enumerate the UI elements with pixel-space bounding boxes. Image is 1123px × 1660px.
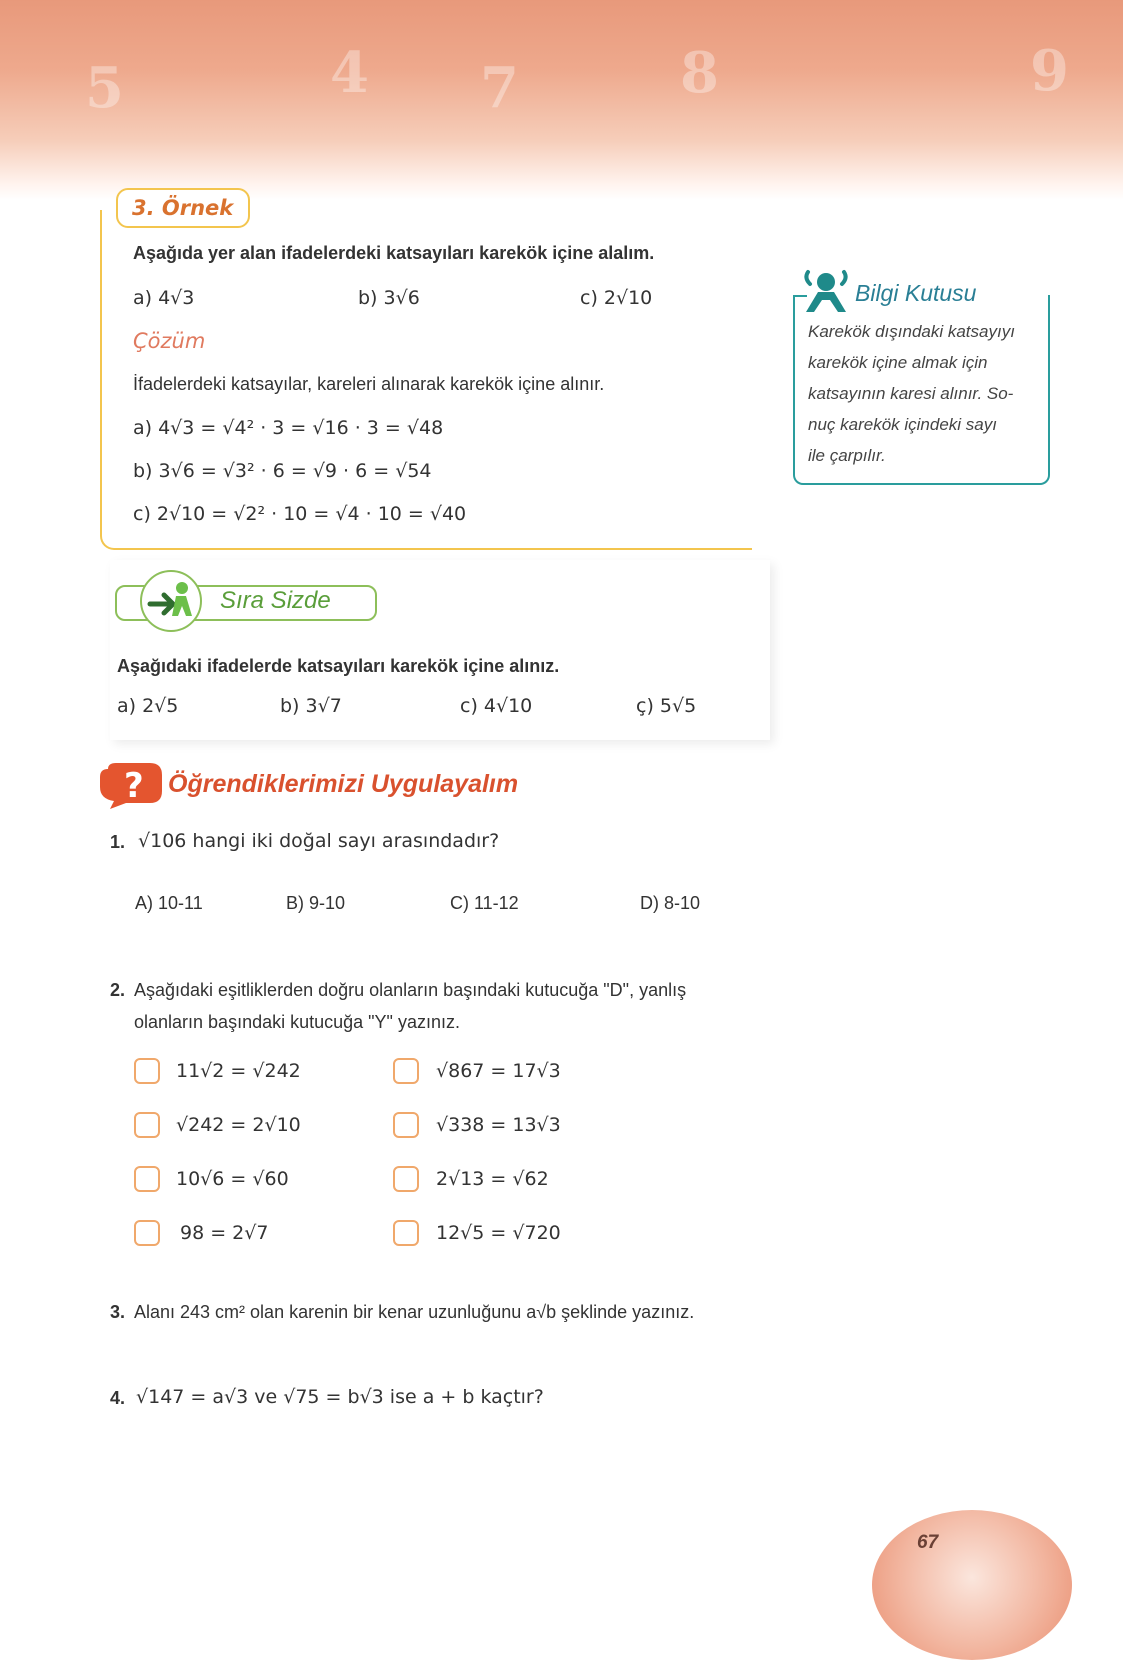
q4-number: 4. <box>110 1388 126 1408</box>
your-turn-item-cc: ç) 5√5 <box>636 695 697 717</box>
example-item-a: a) 4√3 <box>133 287 195 309</box>
info-line: karekök içine almak için <box>808 353 988 372</box>
your-turn-badge <box>140 570 202 632</box>
info-line: nuç karekök içindeki sayı <box>808 415 997 434</box>
page-number-badge <box>872 1510 1072 1660</box>
q3-number: 3. <box>110 1302 126 1322</box>
q2-right-eq-4: 12√5 = √720 <box>436 1222 561 1244</box>
apply-title: Öğrendiklerimizi Uygulayalım <box>168 770 519 798</box>
solution-label: Çözüm <box>133 329 206 353</box>
q2-left-eq-1: 11√2 = √242 <box>176 1060 301 1082</box>
q2-left-eq-3: 10√6 = √60 <box>176 1168 289 1190</box>
q2-right-eq-1: √867 = 17√3 <box>436 1060 561 1082</box>
solution-line-c: c) 2√10 = √2² · 10 = √4 · 10 = √40 <box>133 503 467 525</box>
info-line: ile çarpılır. <box>808 446 886 465</box>
answer-checkbox[interactable] <box>393 1166 419 1192</box>
question-mark-icon <box>100 763 162 809</box>
answer-checkbox[interactable] <box>393 1112 419 1138</box>
q1-number: 1. <box>110 832 126 852</box>
header-digit: 9 <box>1030 38 1069 104</box>
q2-left-eq-2: √242 = 2√10 <box>176 1114 301 1136</box>
q2-right-eq-2: √338 = 13√3 <box>436 1114 561 1136</box>
header-digit: 8 <box>680 40 719 106</box>
your-turn-item-a: a) 2√5 <box>117 695 179 717</box>
q2-line1: Aşağıdaki eşitliklerden doğru olanların başındaki kutucuğa "D", yanlış <box>134 980 687 1000</box>
your-turn-item-b: b) 3√7 <box>280 695 342 717</box>
example-tab: 3. Örnek <box>116 188 250 228</box>
q2-number: 2. <box>110 980 126 1000</box>
your-turn-title: Sıra Sizde <box>220 587 331 614</box>
q1-option-a: A) 10-11 <box>135 893 203 913</box>
answer-checkbox[interactable] <box>134 1058 160 1084</box>
answer-checkbox[interactable] <box>134 1166 160 1192</box>
q1-text: √106 hangi iki doğal sayı arasındadır? <box>138 830 500 852</box>
info-box-title: Bilgi Kutusu <box>855 280 977 306</box>
info-line: Karekök dışındaki katsayıyı <box>808 322 1015 341</box>
example-item-c: c) 2√10 <box>580 287 653 309</box>
q4-text: √147 = a√3 ve √75 = b√3 ise a + b kaçtır? <box>136 1386 544 1408</box>
solution-line-b: b) 3√6 = √3² · 6 = √9 · 6 = √54 <box>133 460 432 482</box>
svg-text:?: ? <box>124 766 144 806</box>
your-turn-icon <box>142 572 200 630</box>
q1-option-c: C) 11-12 <box>450 893 519 913</box>
header-band <box>0 0 1123 200</box>
example-prompt: Aşağıda yer alan ifadelerdeki katsayıları karekök içine alalım. <box>133 243 655 263</box>
answer-checkbox[interactable] <box>134 1220 160 1246</box>
example-item-b: b) 3√6 <box>358 287 420 309</box>
header-digit: 4 <box>330 40 369 106</box>
solution-text: İfadelerdeki katsayılar, kareleri alınarak karekök içine alınır. <box>133 374 605 394</box>
header-digit: 5 <box>85 55 124 121</box>
q2-right-eq-3: 2√13 = √62 <box>436 1168 549 1190</box>
answer-checkbox[interactable] <box>393 1058 419 1084</box>
q2-left-eq-4: 98 = 2√7 <box>180 1222 269 1244</box>
info-box-text <box>808 316 1038 471</box>
thinking-person-icon <box>800 268 852 314</box>
q3-text: Alanı 243 cm² olan karenin bir kenar uzunluğunu a√b şeklinde yazınız. <box>134 1302 695 1322</box>
your-turn-prompt: Aşağıdaki ifadelerde katsayıları karekök içine alınız. <box>117 656 560 676</box>
your-turn-item-c: c) 4√10 <box>460 695 533 717</box>
solution-line-a: a) 4√3 = √4² · 3 = √16 · 3 = √48 <box>133 417 444 439</box>
q1-option-d: D) 8-10 <box>640 893 701 913</box>
page-number: 67 <box>917 1532 939 1553</box>
q1-option-b: B) 9-10 <box>286 893 346 913</box>
header-digit: 7 <box>480 55 519 121</box>
q2-line2: olanların başındaki kutucuğa "Y" yazınız. <box>134 1012 460 1032</box>
answer-checkbox[interactable] <box>134 1112 160 1138</box>
info-line: katsayının karesi alınır. So- <box>808 384 1014 403</box>
answer-checkbox[interactable] <box>393 1220 419 1246</box>
